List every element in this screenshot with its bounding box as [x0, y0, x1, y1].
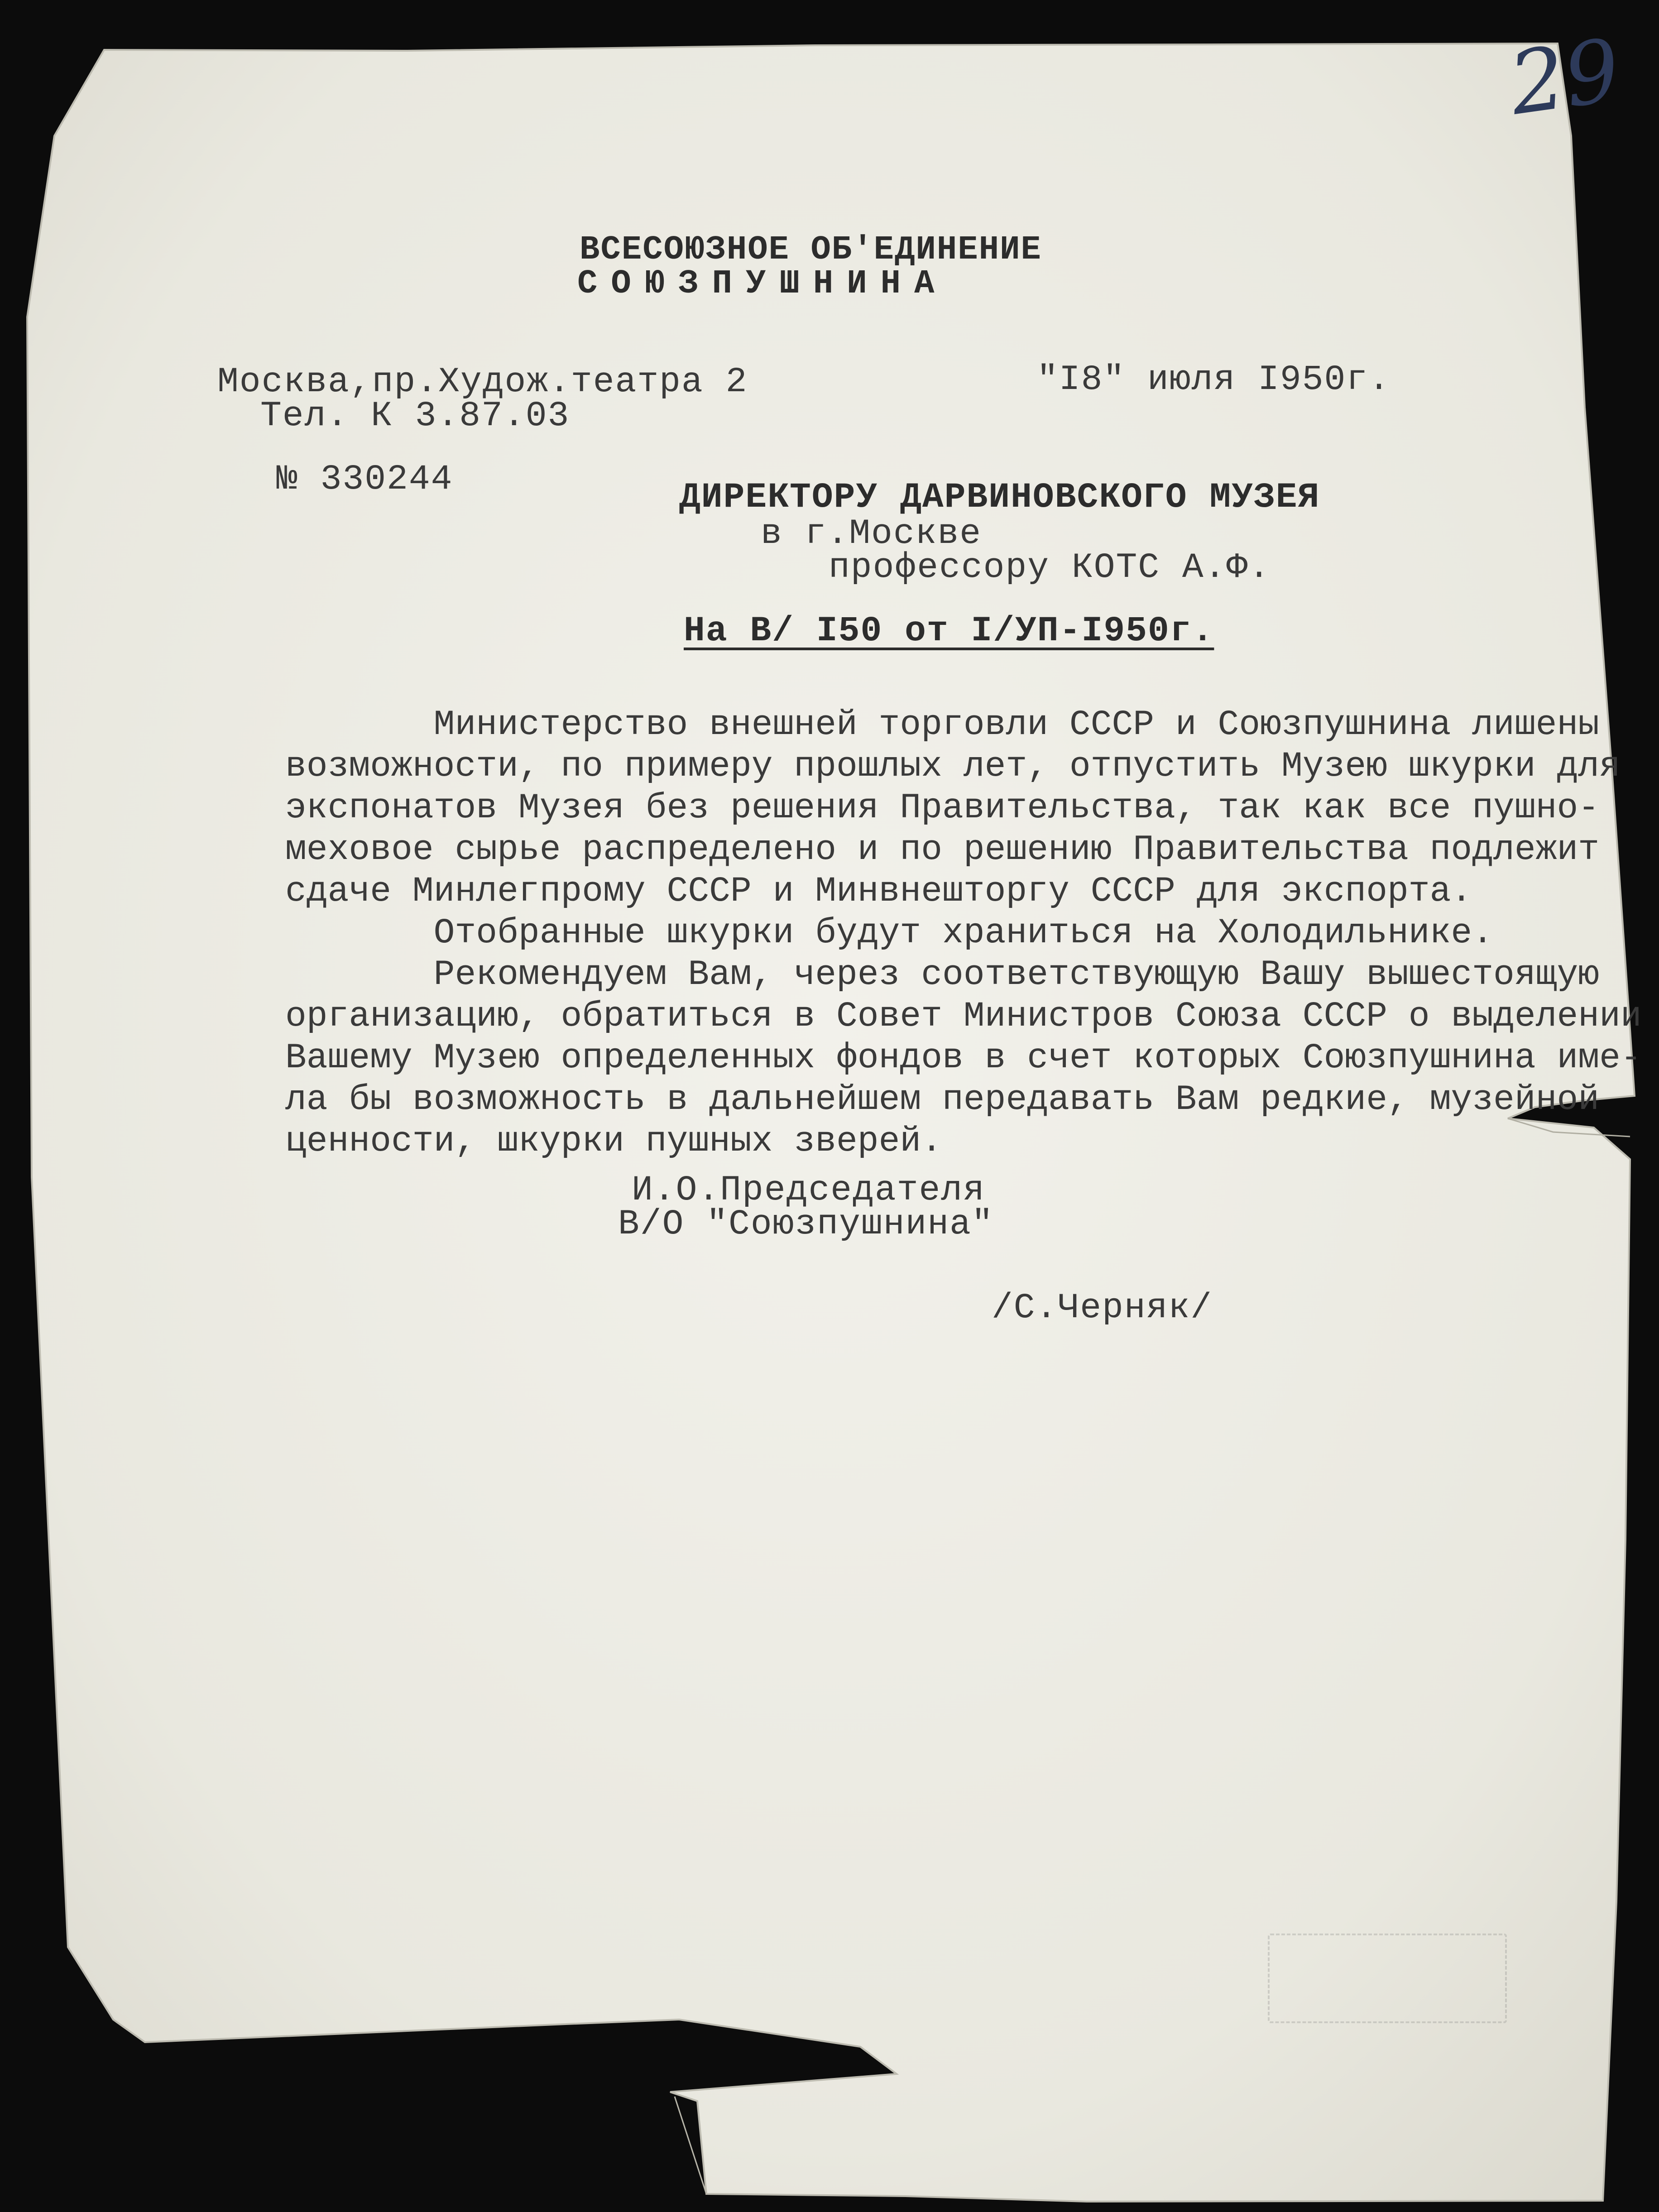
body-line: ценности, шкурки пушных зверей.: [285, 1122, 943, 1161]
sender-phone: Тел. К 3.87.03: [260, 396, 570, 436]
addressee-city: в г.Москве: [761, 514, 982, 554]
reference-line: На В/ I50 от I/УП-I950г.: [684, 611, 1214, 651]
letter-date: "I8" июля I950г.: [1037, 360, 1390, 400]
body-line: меховое сырье распределено и по решению Правительства подлежит: [285, 830, 1600, 870]
archive-stamp: [1268, 1934, 1507, 2023]
addressee-title: ДИРЕКТОРУ ДАРВИНОВСКОГО МУЗЕЯ: [679, 478, 1320, 518]
document-number: № 330244: [276, 460, 453, 499]
sender-address: Москва,пр.Худож.театра 2: [217, 362, 748, 402]
organization-brand: СОЮЗПУШНИНА: [577, 265, 948, 303]
body-line: экспонатов Музея без решения Правительства, так как все пушно-: [285, 788, 1600, 828]
letter-body: [285, 704, 1642, 1162]
body-line: Министерство внешней торговли СССР и Союзпушнина лишены: [285, 705, 1600, 745]
body-line: организацию, обратиться в Совет Министров Союза СССР о выделении: [285, 997, 1642, 1036]
body-line: возможности, по примеру прошлых лет, отпустить Музею шкурки для: [285, 747, 1621, 787]
body-line: Вашему Музею определенных фондов в счет которых Союзпушнина име-: [285, 1038, 1642, 1078]
body-line: Отобранные шкурки будут храниться на Холодильнике.: [285, 913, 1494, 953]
body-line: сдаче Минлегпрому СССР и Минвнешторгу СССР для экспорта.: [285, 872, 1472, 912]
addressee-name: профессору КОТС А.Ф.: [829, 548, 1271, 588]
body-line: Рекомендуем Вам, через соответствующую Вашу вышестоящую: [285, 955, 1600, 995]
signatory-title: И.О.Председателя: [632, 1171, 985, 1210]
signatory-name: /С.Черняк/: [992, 1288, 1213, 1328]
archive-folio-number: 29: [1503, 20, 1626, 134]
signatory-organization: В/О "Союзпушнина": [618, 1204, 994, 1244]
organization-name: ВСЕСОЮЗНОЕ ОБ'ЕДИНЕНИЕ: [580, 231, 1042, 269]
body-line: ла бы возможность в дальнейшем передавать Вам редкие, музейной: [285, 1080, 1600, 1120]
